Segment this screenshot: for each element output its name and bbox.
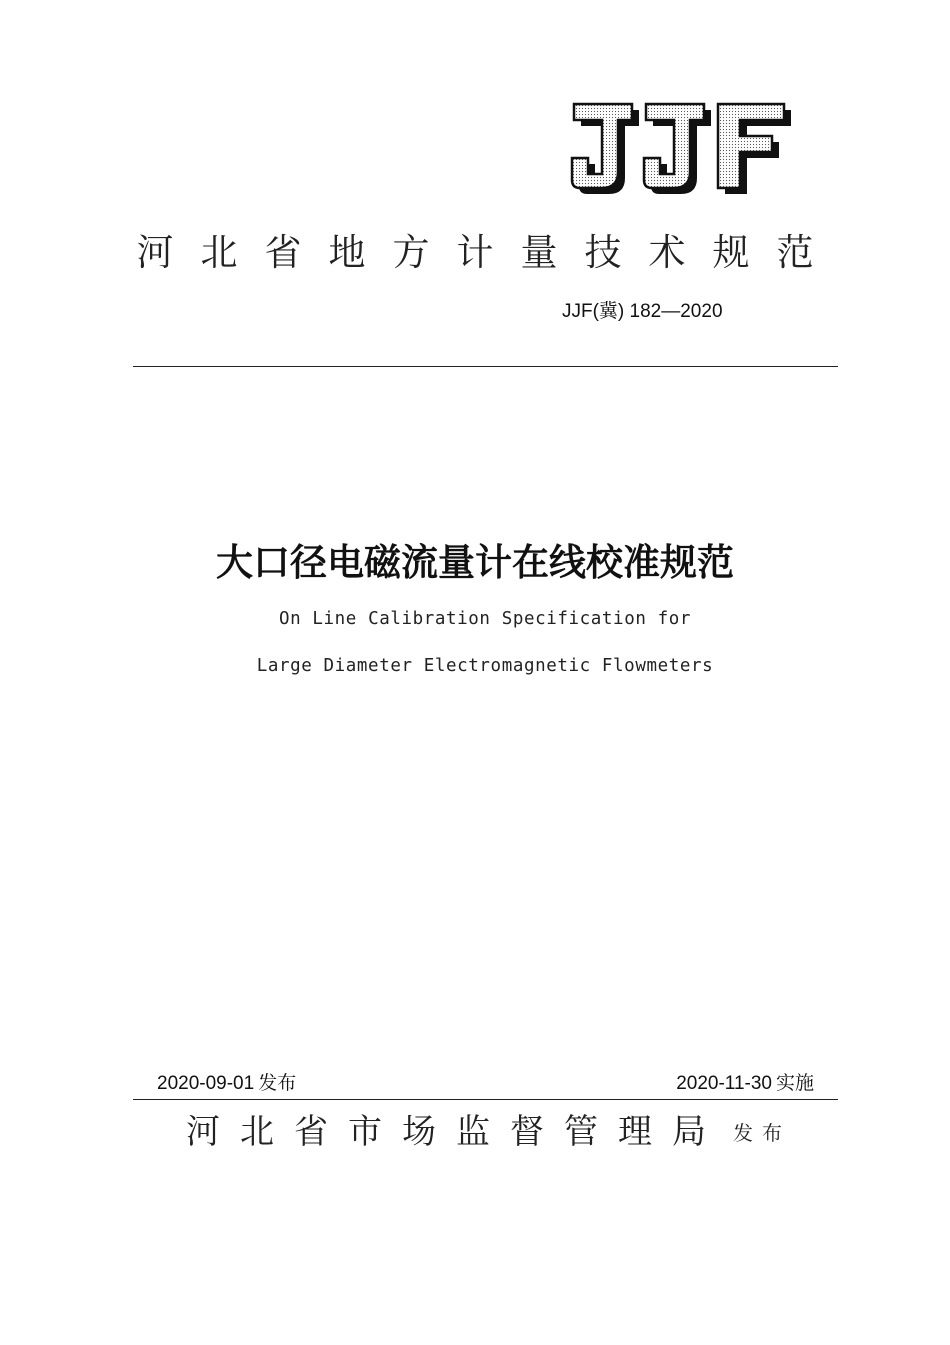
issue-date: 2020-09-01 (157, 1073, 255, 1094)
issue-label: 发布 (258, 1072, 297, 1094)
jjf-logo (566, 98, 796, 194)
document-title-en-line1: On Line Calibration Specification for (278, 609, 692, 629)
effective-date: 2020-11-30 (676, 1073, 772, 1094)
publisher-suffix: 发布 (733, 1121, 791, 1145)
top-divider (133, 366, 838, 367)
standard-number: JJF(冀) 182—2020 (562, 301, 723, 322)
document-title-en-line2: Large Diameter Electromagnetic Flowmeters (256, 656, 714, 676)
header-title: 河北省地方计量技术规范 (136, 231, 841, 274)
effective-label: 实施 (775, 1072, 814, 1094)
document-title-cn: 大口径电磁流量计在线校准规范 (216, 541, 734, 584)
publisher-name: 河北省市场监督管理局 (186, 1112, 726, 1152)
bottom-divider (133, 1099, 838, 1100)
effective-date-block (676, 1068, 814, 1095)
issue-date-block (157, 1068, 296, 1095)
